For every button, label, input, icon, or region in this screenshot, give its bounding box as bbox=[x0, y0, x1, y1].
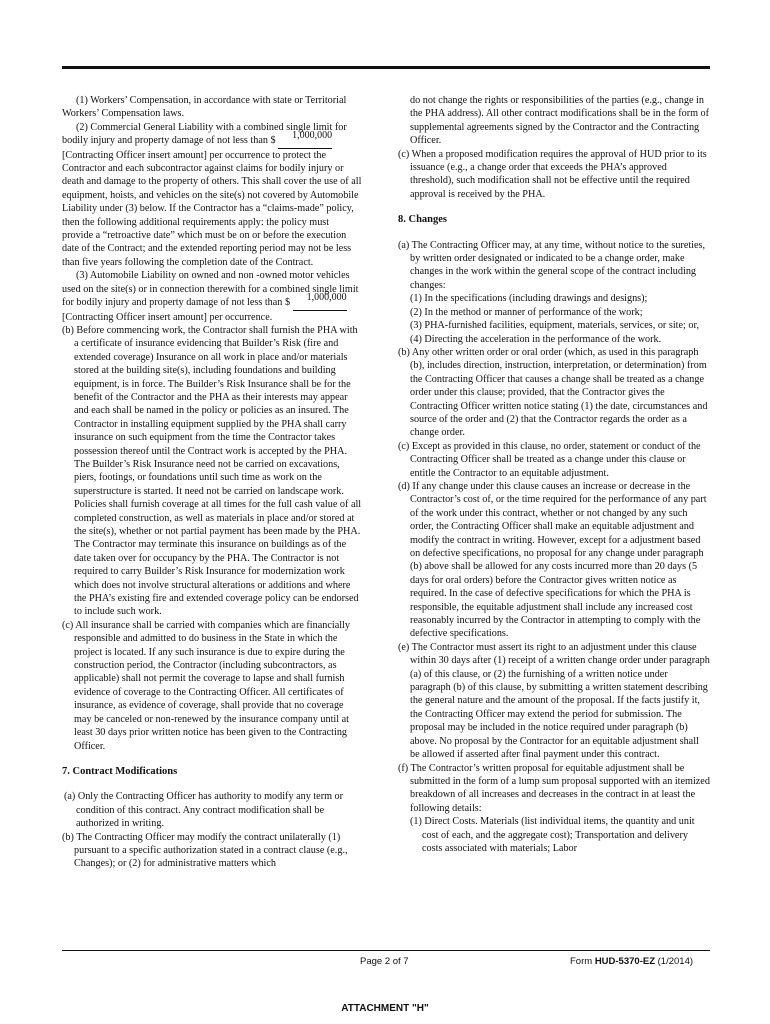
workers-comp-paragraph: (1) Workers’ Compensation, in accordance with state or Territorial Workers’ Compensation laws. bbox=[62, 95, 347, 120]
changes-a: (a) The Contracting Officer may, at any time, without notice to the sureties, by written order designated or indicated to be a change order, make changes in the work within the general scope of the contract including changes: bbox=[398, 239, 706, 291]
right-column bbox=[398, 94, 710, 855]
changes-b: (b) Any other written order or oral order (which, as used in this paragraph (b), includes direction, instruction, interpretation, or determination) from the Contracting Officer that causes a change shall be treated as a change order under this clause; provided, that the Contractor gives the Contracting Officer written notice stating (1) the date, circumstances and source of the order and (2) that the Contractor regards the order as a change order. bbox=[398, 346, 708, 439]
modifications-b: (b) The Contracting Officer may modify the contract unilaterally (1) pursuant to a specific authorization stated in a contract clause (e.g., Changes); or (2) for administrative matters which bbox=[62, 831, 348, 870]
form-prefix: Form bbox=[570, 956, 595, 967]
liability-amount-fill bbox=[278, 130, 333, 148]
changes-c: (c) Except as provided in this clause, no order, statement or conduct of the Contracting Officer shall be treated as a change under this clause or entitle the Contractor to an equitable adjustment. bbox=[398, 440, 701, 479]
auto-liability-paragraph bbox=[62, 269, 362, 324]
modifications-a: (a) Only the Contracting Officer has authority to modify any term or condition of this contract. Any contract modification shall be authorized in writing. bbox=[64, 791, 344, 830]
section-8-heading: 8. Changes bbox=[398, 214, 448, 226]
modifications-c: (c) When a proposed modification requires the approval of HUD prior to its issuance (e.g., a change order that exceeds the PHA’s approved threshold), such modification shall not be effective until the required approval is received by the PHA. bbox=[398, 148, 707, 200]
builders-risk-paragraph: (b) Before commencing work, the Contractor shall furnish the PHA with a certificate of insurance evidencing that Builder’s Risk (fire and extended coverage) Insurance on all work in place and/or materials stored at the building site(s), including foundations and building equipment, is in force. The Builder’s Risk Insurance shall be for the benefit of the Contractor and the PHA as their interests may appear and each shall be named in the policy or policies as an insured. The Contractor in installing equipment supplied by the PHA shall carry insurance on such equipment from the time the Contractor takes possession thereof until the Contract work is accepted by the PHA. The Builder’s Risk Insurance need not be carried on excavations, piers, footings, or foundations until such time as work on the superstructure is started. It need not be carried on landscape work. Policies shall furnish coverage at all times for the full cash value of all completed construction, as well as materials in place and/or stored at the site(s), whether or not partial payment has been made by the PHA. The Contractor may terminate this insurance on buildings as of the date taken over for occupancy by the PHA. The Contractor is not required to carry Builder’s Risk Insurance for modernization work which does not involve structural alterations or additions and where the PHA’s existing fire and extended coverage policy can be endorsed to include such work. bbox=[62, 324, 362, 618]
insurance-carriers-paragraph: (c) All insurance shall be carried with companies which are financially responsible and admitted to do business in the State in which the project is located. If any such insurance is due to expire during the construction period, the Contractor (including subcontractors, as applicable) shall not permit the coverage to lapse and shall furnish evidence of coverage to the Contracting Officer. All certificates of insurance, as evidence of coverage, shall provide that no coverage may be canceled or non-renewed by the insurance company until at least 30 days prior written notice has been given to the Contracting Officer. bbox=[62, 619, 350, 752]
changes-d: (d) If any change under this clause causes an increase or decrease in the Contractor’s cost of, or the time required for the performance of any part of the work under this contract, whether or not changed by any such order, the Contracting Officer shall make an equitable adjustment and modify the contract in writing. However, except for a adjustment based on defective specifications, no proposal for any change under paragraph (b) above shall be allowed for any costs incurred more than 20 days (5 days for oral orders) before the Contractor gives written notice as required. In the case of defective specifications for which the PHA is responsible, the equitable adjustment shall include any increased cost reasonably incurred by the Contractor in attempting to comply with the defective specifications. bbox=[398, 480, 707, 640]
changes-a-item-2: (2) In the method or manner of performance of the work; bbox=[410, 306, 643, 318]
modifications-b-continued: do not change the rights or responsibilities of the parties (e.g., change in the PHA address). All other contract modifications shall be in the form of supplemental agreements signed by the Contractor and the Contracting Officer. bbox=[410, 95, 710, 147]
changes-e: (e) The Contractor must assert its right to an adjustment under this clause within 30 days after (1) receipt of a written change order under paragraph (a) of this clause, or (2) the furnishing of a written notice under paragraph (b) of this clause, by submitting a written statement describing the general nature and the amount of the proposal. If the facts justify it, the Contracting Officer may extend the period for submission. The proposal may be included in the notice required under paragraph (b) above. No proposal by the Contractor for an equitable adjustment shall be allowed if asserted after final payment under this contract. bbox=[398, 641, 710, 761]
general-liability-paragraph bbox=[62, 121, 362, 269]
footer-rule bbox=[62, 950, 710, 951]
auto-liability-text-a: (3) Automobile Liability on owned and non -owned motor vehicles used on the site(s) or in connection therewith for a combined single limit for bodily injury and property damage of not less than $ bbox=[62, 270, 359, 309]
page-number: Page 2 of 7 bbox=[360, 956, 409, 967]
auto-amount-fill bbox=[293, 292, 347, 310]
liability-amount-value: 1,000,000 bbox=[292, 130, 333, 142]
changes-a-item-4: (4) Directing the acceleration in the performance of the work. bbox=[410, 333, 662, 345]
form-identifier bbox=[570, 956, 693, 967]
changes-f-item-1: (1) Direct Costs. Materials (list individual items, the quantity and unit cost of each, and the aggregate cost); Transportation and delivery costs associated with materials; Labor bbox=[410, 816, 695, 854]
changes-f: (f) The Contractor’s written proposal for equitable adjustment shall be submitted in the form of a lump sum proposal supported with an itemized breakdown of all increases and decreases in the contract in at least the following details: bbox=[398, 762, 710, 814]
changes-a-item-1: (1) In the specifications (including drawings and designs); bbox=[410, 293, 648, 305]
form-number: HUD-5370-EZ bbox=[594, 956, 655, 967]
left-column bbox=[62, 94, 362, 871]
attachment-label: ATTACHMENT "H" bbox=[341, 1003, 429, 1014]
form-date: (1/2014) bbox=[655, 956, 694, 967]
top-rule bbox=[62, 66, 710, 69]
auto-amount-value: 1,000,000 bbox=[306, 292, 347, 304]
section-7-heading: 7. Contract Modifications bbox=[62, 765, 178, 777]
general-liability-text-b: [Contracting Officer insert amount] per occurrence to protect the Contractor and each subcontractor against claims for bodily injury or death and damage to the property of others. This shall cover the use of all equipment, hoists, and vehicles on the site(s) not covered by Automobile Liability under (3) below. If the Contractor has a “claims-made” policy, then the following additional requirements apply: the policy must provide a “retroactive date” which must be on or before the execution date of the Contract; and the extended reporting period may not be less than five years following the completion date of the Contract. bbox=[62, 149, 362, 268]
auto-liability-text-b: [Contracting Officer insert amount] per occurrence. bbox=[62, 311, 273, 323]
changes-a-item-3: (3) PHA-furnished facilities, equipment, materials, services, or site; or, bbox=[410, 320, 700, 332]
general-liability-text-a: (2) Commercial General Liability with a combined single limit for bodily injury and property damage of not less than $ bbox=[62, 121, 347, 147]
